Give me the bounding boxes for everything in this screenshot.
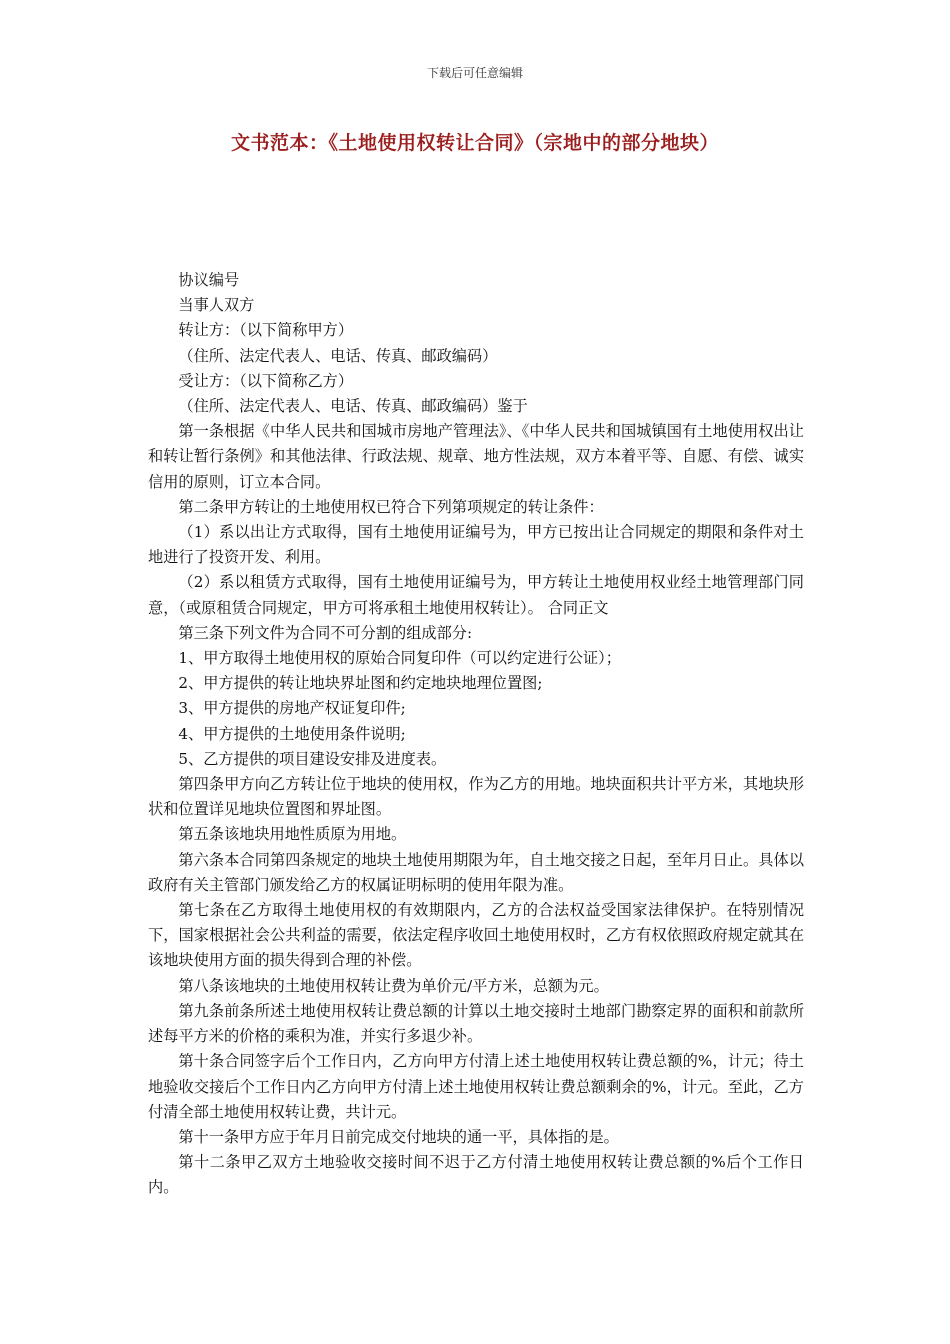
article-12: 第十二条甲乙双方土地验收交接时间不迟于乙方付清土地使用权转让费总额的%后个工作日内。 [148,1153,804,1197]
document-title: 文书范本：《土地使用权转让合同》（宗地中的部分地块） [230,132,719,154]
article-3: 第三条下列文件为合同不可分割的组成部分: [178,623,473,642]
contract-body [148,268,804,1201]
article-3-item-2: 2、甲方提供的转让地块界址图和约定地块地理位置图; [178,674,543,693]
article-3-item-4: 4、甲方提供的土地使用条件说明; [178,724,406,743]
article-2: 第二条甲方转让的土地使用权已符合下列第项规定的转让条件： [178,497,604,516]
paragraph-transferor-details: （住所、法定代表人、电话、传真、邮政编码） [178,346,498,365]
article-11: 第十一条甲方应于年月日前完成交付地块的通一平，具体指的是。 [178,1127,619,1146]
article-1: 第一条根据《中华人民共和国城市房地产管理法》、《中华人民共和国城镇国有土地使用权出让和转让暂行条例》和其他法律、行政法规、规章、地方性法规，双方本着平等、自愿、有偿、诚实信用的原则，订立本合同。 [148,422,804,491]
article-7: 第七条在乙方取得土地使用权的有效期限内，乙方的合法权益受国家法律保护。在特别情况下，国家根据社会公共利益的需要，依法定程序收回土地使用权时，乙方有权依照政府规定就其在该地块使用方面的损失得到合理的补偿。 [148,901,804,970]
article-6: 第六条本合同第四条规定的地块土地使用期限为年，自土地交接之日起，至年月日止。具体以政府有关主管部门颁发给乙方的权属证明标明的使用年限为准。 [148,850,804,894]
article-3-item-1: 1、甲方取得土地使用权的原始合同复印件（可以约定进行公证）； [178,649,621,668]
paragraph-transferor: 转让方：（以下简称甲方） [178,321,354,340]
article-4: 第四条甲方向乙方转让位于地块的使用权，作为乙方的用地。地块面积共计平方米，其地块形状和位置详见地块位置图和界址图。 [148,775,804,819]
article-3-item-3: 3、甲方提供的房地产权证复印件; [178,699,406,718]
paragraph-agreement-number: 协议编号 [178,271,240,289]
article-2-item-2: （2）系以租赁方式取得，国有土地使用证编号为，甲方转让土地使用权业经土地管理部门同意，（或原租赁合同规定，甲方可将承租土地使用权转让）。 合同正文 [148,573,804,617]
paragraph-parties: 当事人双方 [178,296,255,315]
article-10: 第十条合同签字后个工作日内，乙方向甲方付清上述土地使用权转让费总额的%，计元；待土地验收交接后个工作日内乙方向甲方付清上述土地使用权转让费总额剩余的%，计元。至此，乙方付清全部土地使用权转让费，共计元。 [148,1052,804,1121]
article-9: 第九条前条所述土地使用权转让费总额的计算以土地交接时土地部门勘察定界的面积和前款所述每平方米的价格的乘积为准，并实行多退少补。 [148,1001,804,1046]
paragraph-transferee: 受让方：（以下简称乙方） [178,371,354,390]
paragraph-transferee-details: （住所、法定代表人、电话、传真、邮政编码）鉴于 [178,397,528,416]
page-header-note: 下载后可任意编辑 [426,66,523,80]
article-2-item-1: （1）系以出让方式取得，国有土地使用证编号为，甲方已按出让合同规定的期限和条件对土地进行了投资开发、利用。 [148,523,804,567]
article-5: 第五条该地块用地性质原为用地。 [178,825,407,844]
article-3-item-5: 5、乙方提供的项目建设安排及进度表。 [178,749,447,768]
article-8: 第八条该地块的土地使用权转让费为单价元/平方米，总额为元。 [178,976,609,995]
